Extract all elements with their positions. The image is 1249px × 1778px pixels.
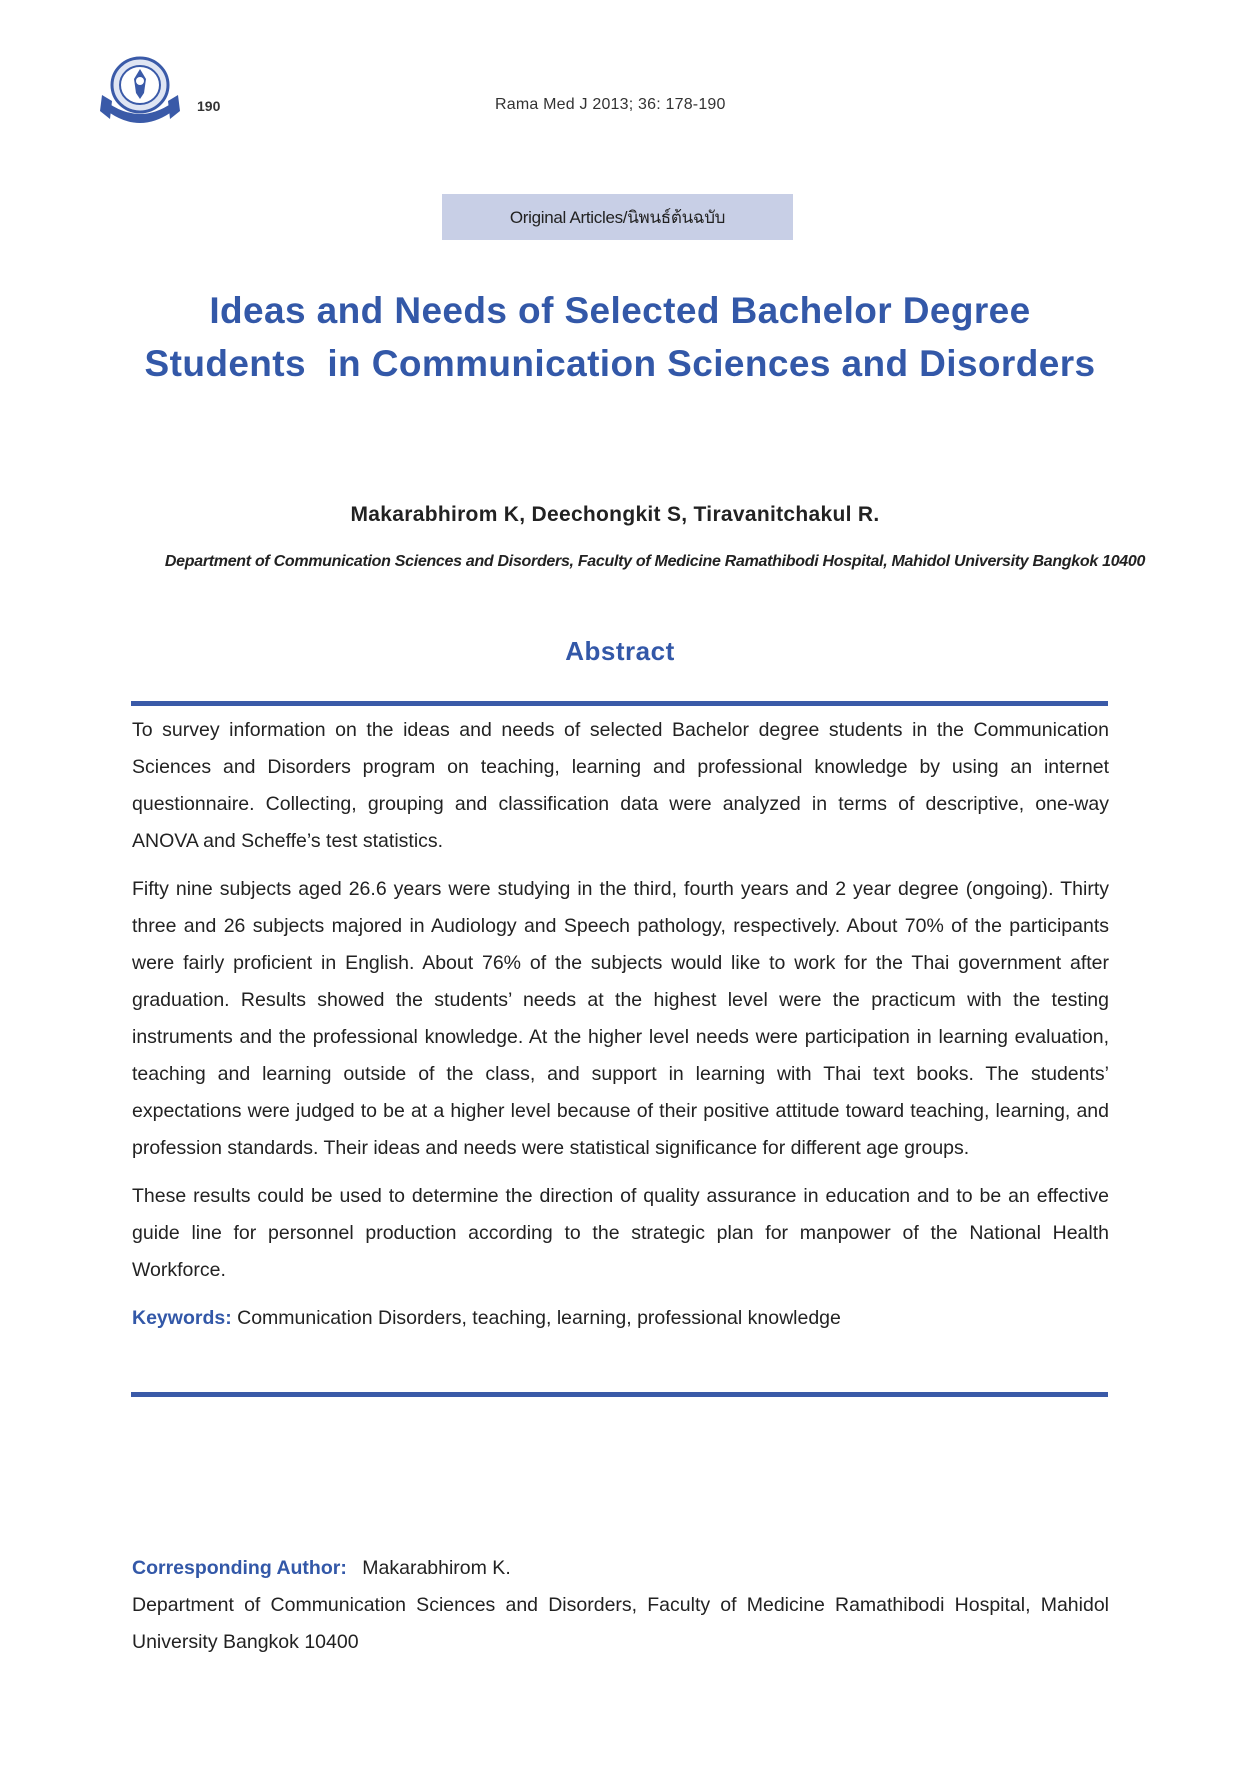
abstract-bottom-rule bbox=[131, 1392, 1108, 1397]
article-type-text: Original Articles/นิพนธ์ต้นฉบับ bbox=[509, 207, 726, 227]
keywords-text: Communication Disorders, teaching, learning, professional knowledge bbox=[237, 1307, 841, 1329]
keywords-label: Keywords: bbox=[132, 1307, 232, 1329]
abstract-top-rule bbox=[131, 701, 1108, 706]
affiliation: Department of Communication Sciences and Disorders, Faculty of Medicine Ramathibodi Hospital, Mahidol University Bangkok 10400 bbox=[164, 553, 1146, 570]
article-title bbox=[80, 284, 1160, 390]
article-type-label bbox=[442, 194, 793, 240]
abstract-paragraph-conclusion: These results could be used to determine the direction of quality assurance in education and to be an effective guide line for personnel production according to the strategic plan for manpower of the National Health Workforce. bbox=[132, 1185, 1109, 1281]
running-head: Rama Med J 2013; 36: 178-190 bbox=[495, 96, 726, 113]
corresponding-author-line bbox=[132, 1550, 1109, 1587]
author-list: Makarabhirom K, Deechongkit S, Tiravanitchakul R. bbox=[350, 503, 880, 526]
corresponding-author-label: Corresponding Author: bbox=[132, 1557, 347, 1579]
page-number: 190 bbox=[197, 98, 221, 114]
title-line-1: Ideas and Needs of Selected Bachelor Degree bbox=[209, 290, 1031, 331]
title-line-2: Students in Communication Sciences and Disorders bbox=[144, 343, 1096, 384]
abstract-paragraph-objective: To survey information on the ideas and needs of selected Bachelor degree students in the Communication Sciences and Disorders program on teaching, learning and professional knowledge by using an internet questionnaire. Collecting, grouping and classification data were analyzed in terms of descriptive, one-way ANOVA and Scheffe’s test statistics. bbox=[132, 719, 1109, 852]
corresponding-author-block bbox=[132, 1550, 1109, 1661]
abstract-paragraph-results: Fifty nine subjects aged 26.6 years were studying in the third, fourth years and 2 year degree (ongoing). Thirty three and 26 subjects majored in Audiology and Speech pathology, respectively. About 70% of the participants were fairly proficient in English. About 76% of the subjects would like to work for the Thai government after graduation. Results showed the students’ needs at the highest level were the practicum with the testing instruments and the professional knowledge. At the higher level needs were participation in learning evaluation, teaching and learning outside of the class, and support in learning with Thai text books. The students’ expectations were judged to be at a higher level because of their positive attitude toward teaching, learning, and profession standards. Their ideas and needs were statistical significance for different age groups. bbox=[132, 878, 1109, 1159]
university-seal-logo bbox=[98, 55, 182, 125]
keywords-line bbox=[132, 1300, 1109, 1337]
corresponding-author-address: Department of Communication Sciences and Disorders, Faculty of Medicine Ramathibodi Hospital, Mahidol University Bangkok 10400 bbox=[132, 1594, 1109, 1653]
abstract-heading: Abstract bbox=[565, 636, 675, 666]
corresponding-author-name: Makarabhirom K. bbox=[362, 1557, 511, 1579]
abstract-body bbox=[132, 712, 1109, 1348]
